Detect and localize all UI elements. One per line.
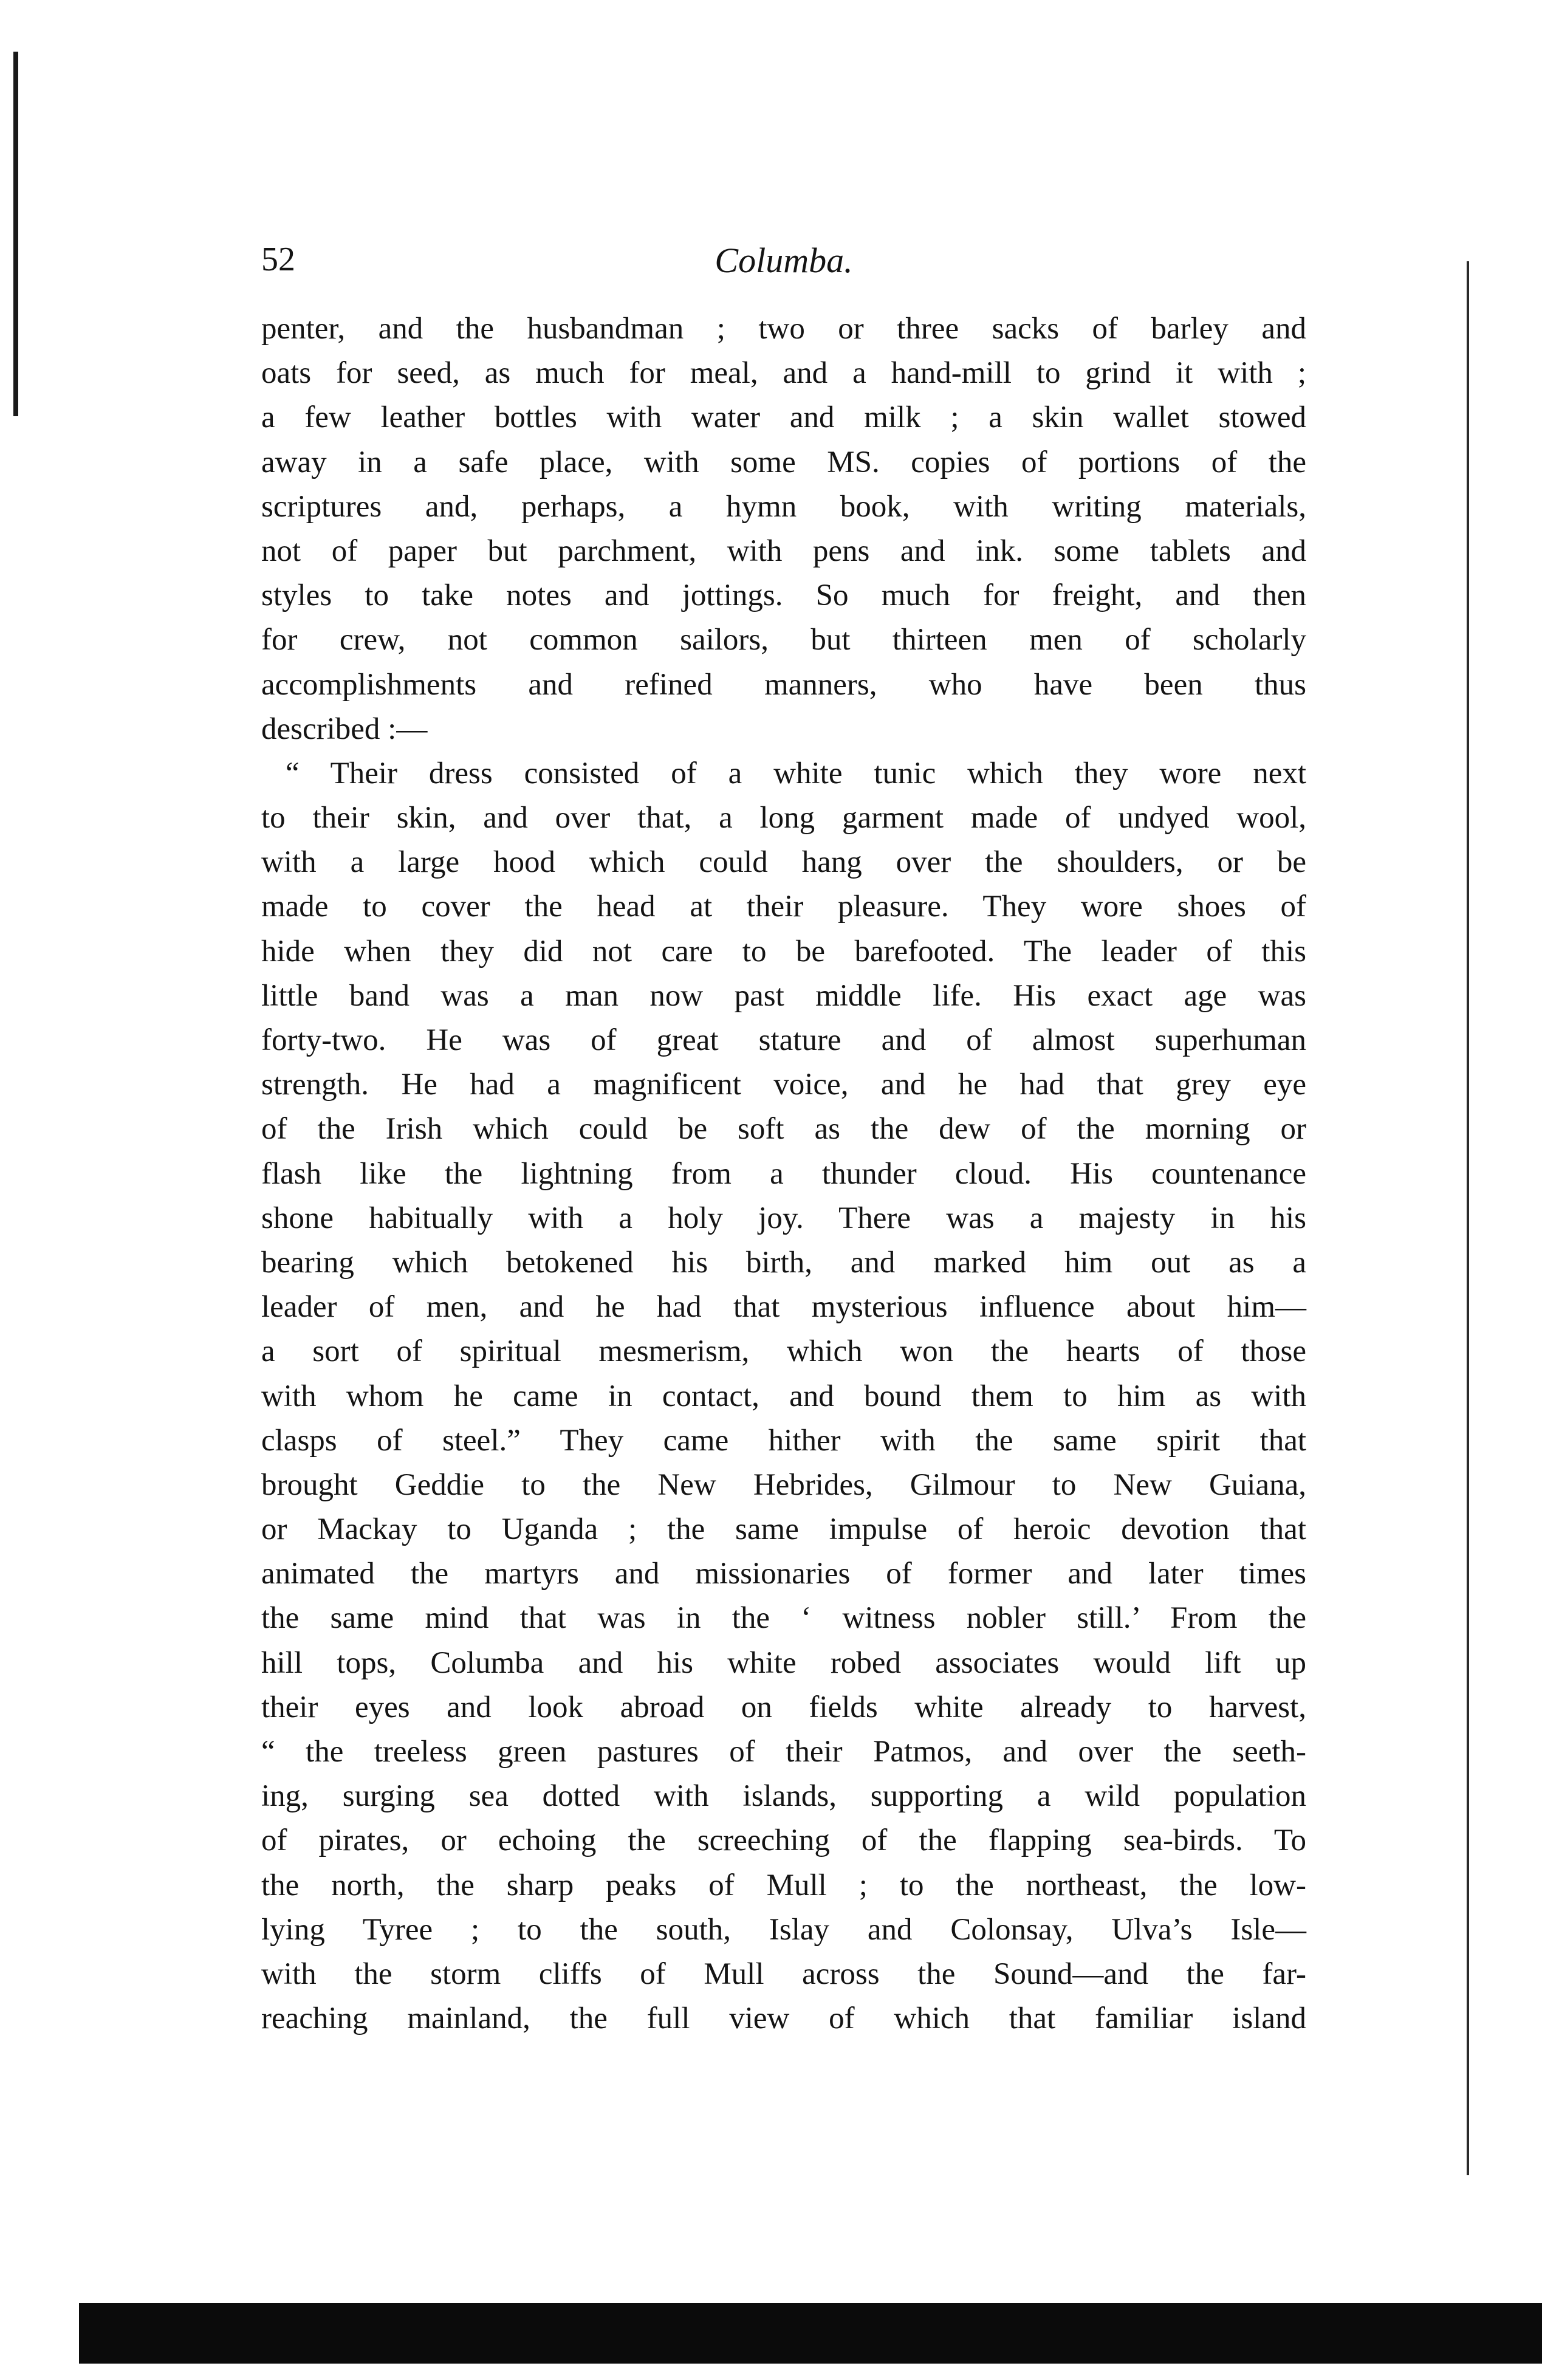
text-line: of pirates, or echoing the screeching of the flapping sea-birds. To [261, 1823, 1306, 1858]
text-line: of the Irish which could be soft as the dew of the morning or [261, 1112, 1306, 1147]
body-text [261, 307, 1306, 2041]
text-line: penter, and the husbandman ; two or three sacks of barley and [261, 312, 1306, 346]
text-line: away in a safe place, with some MS. copies of portions of the [261, 445, 1306, 479]
text-line: or Mackay to Uganda ; the same impulse of heroic devotion that [261, 1512, 1306, 1547]
text-line: brought Geddie to the New Hebrides, Gilmour to New Guiana, [261, 1467, 1306, 1502]
text-line: to their skin, and over that, a long garment made of undyed wool, [261, 801, 1306, 835]
text-line: hide when they did not care to be barefooted. The leader of this [261, 934, 1306, 969]
running-title: Columba. [714, 241, 853, 280]
text-line: leader of men, and he had that mysterious influence about him— [261, 1290, 1306, 1325]
text-line: ing, surging sea dotted with islands, supporting a wild population [261, 1779, 1306, 1814]
text-line: lying Tyree ; to the south, Islay and Colonsay, Ulva’s Isle— [261, 1912, 1306, 1947]
page-header [261, 240, 1306, 289]
text-line: the north, the sharp peaks of Mull ; to the northeast, the low- [261, 1868, 1306, 1902]
text-line: the same mind that was in the ‘ witness nobler still.’ From the [261, 1601, 1306, 1636]
text-line: for crew, not common sailors, but thirteen men of scholarly [261, 623, 1306, 657]
text-line: little band was a man now past middle life. His exact age was [261, 978, 1306, 1013]
text-line: clasps of steel.” They came hither with the same spirit that [261, 1423, 1306, 1458]
text-line: shone habitually with a holy joy. There was a majesty in his [261, 1201, 1306, 1235]
text-line: a few leather bottles with water and milk ; a skin wallet stowed [261, 400, 1306, 435]
text-line: described :— [261, 712, 428, 746]
text-line: accomplishments and refined manners, who have been thus [261, 667, 1306, 702]
text-line: flash like the lightning from a thunder cloud. His countenance [261, 1156, 1306, 1191]
scan-bottom-band [79, 2303, 1542, 2364]
text-line: reaching mainland, the full view of which that familiar island [261, 2001, 1306, 2036]
text-line: styles to take notes and jottings. So much for freight, and then [261, 578, 1306, 613]
text-line: forty-two. He was of great stature and of almost superhuman [261, 1023, 1306, 1057]
text-line: not of paper but parchment, with pens and ink. some tablets and [261, 533, 1306, 568]
text-line: oats for seed, as much for meal, and a hand-mill to grind it with ; [261, 356, 1306, 391]
text-line: scriptures and, perhaps, a hymn book, with writing materials, [261, 489, 1306, 524]
text-line: made to cover the head at their pleasure. They wore shoes of [261, 890, 1306, 924]
page-number: 52 [261, 241, 295, 278]
text-line: a sort of spiritual mesmerism, which won the hearts of those [261, 1334, 1306, 1369]
text-line: with a large hood which could hang over the shoulders, or be [261, 845, 1306, 880]
text-line: “ the treeless green pastures of their Patmos, and over the seeth- [261, 1735, 1306, 1769]
text-line: with whom he came in contact, and bound them to him as with [261, 1379, 1306, 1413]
quotation-start-line: “ Their dress consisted of a white tunic which they wore next [286, 756, 1306, 790]
scan-edge-mark-right [1467, 261, 1469, 2175]
text-line: their eyes and look abroad on fields white already to harvest, [261, 1690, 1306, 1724]
scan-edge-mark-left [13, 52, 18, 416]
text-line: with the storm cliffs of Mull across the Sound—and the far- [261, 1956, 1306, 1991]
text-line: strength. He had a magnificent voice, and he had that grey eye [261, 1068, 1306, 1102]
text-line: animated the martyrs and missionaries of former and later times [261, 1557, 1306, 1591]
text-line: bearing which betokened his birth, and marked him out as a [261, 1245, 1306, 1280]
text-line: hill tops, Columba and his white robed associates would lift up [261, 1645, 1306, 1680]
